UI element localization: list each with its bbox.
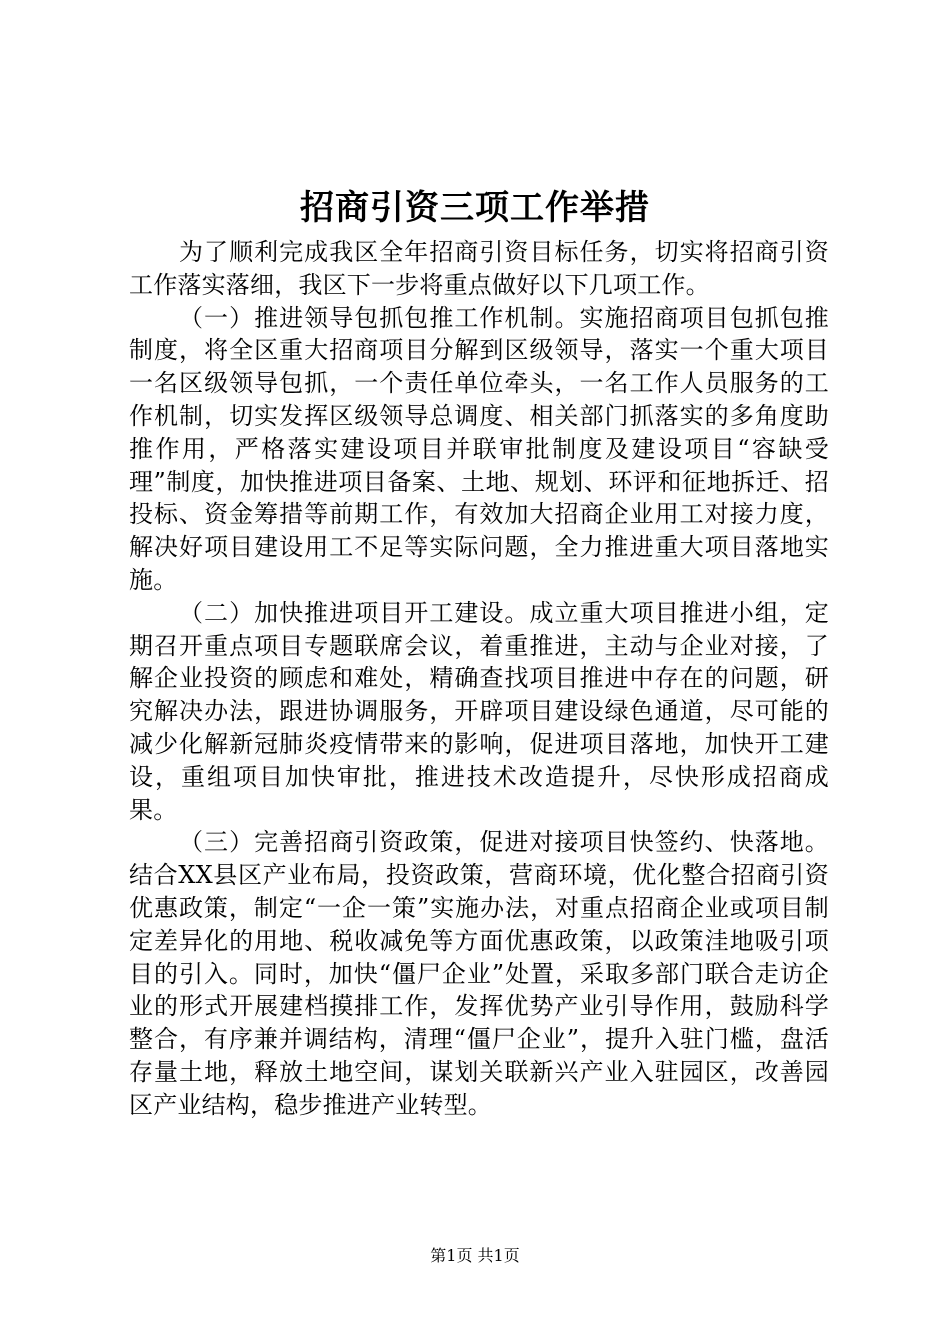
- document-body: [129, 236, 829, 1122]
- document-title: 招商引资三项工作举措: [300, 188, 650, 228]
- page-footer: 第1页 共1页: [430, 1246, 520, 1265]
- section-1-paragraph: （一）推进领导包抓包推工作机制。实施招商项目包抓包推制度，将全区重大招商项目分解到区级领导，落实一个重大项目一名区级领导包抓，一个责任单位牵头，一名工作人员服务的工作机制，切实发挥区级领导总调度、相关部门抓落实的多角度助推作用，严格落实建设项目并联审批制度及建设项目“容缺受理”制度，加快推进项目备案、土地、规划、环评和征地拆迁、招投标、资金筹措等前期工作，有效加大招商企业用工对接力度，解决好项目建设用工不足等实际问题，全力推进重大项目落地实施。: [129, 303, 829, 594]
- section-3-paragraph: （三）完善招商引资政策，促进对接项目快签约、快落地。结合XX县区产业布局，投资政策，营商环境，优化整合招商引资优惠政策，制定“一企一策”实施办法，对重点招商企业或项目制定差异化的用地、税收减免等方面优惠政策，以政策洼地吸引项目的引入。同时，加快“僵尸企业”处置，采取多部门联合走访企业的形式开展建档摸排工作，发挥优势产业引导作用，鼓励科学整合，有序兼并调结构，清理“僵尸企业”，提升入驻门槛，盘活存量土地，释放土地空间，谋划关联新兴产业入驻园区，改善园区产业结构，稳步推进产业转型。: [129, 828, 829, 1119]
- section-2-paragraph: （二）加快推进项目开工建设。成立重大项目推进小组，定期召开重点项目专题联席会议，着重推进，主动与企业对接，了解企业投资的顾虑和难处，精确查找项目推进中存在的问题，研究解决办法，跟进协调服务，开辟项目建设绿色通道，尽可能的减少化解新冠肺炎疫情带来的影响，促进项目落地，加快开工建设，重组项目加快审批，推进技术改造提升，尽快形成招商成果。: [129, 598, 829, 824]
- intro-paragraph: 为了顺利完成我区全年招商引资目标任务，切实将招商引资工作落实落细，我区下一步将重点做好以下几项工作。: [129, 238, 829, 299]
